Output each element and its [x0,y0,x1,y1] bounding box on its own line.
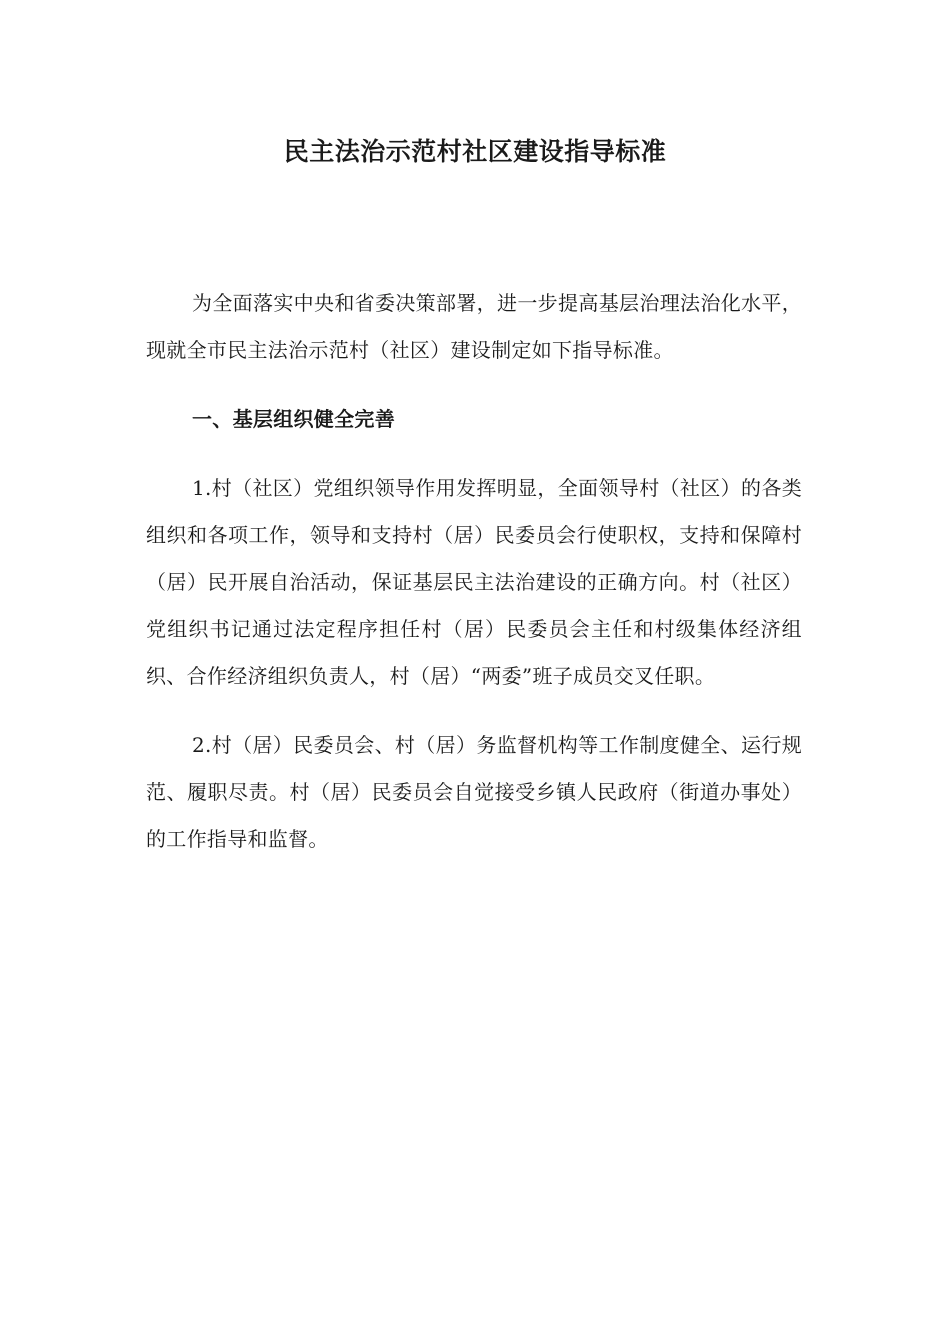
item-1-paragraph: 1.村（社区）党组织领导作用发挥明显，全面领导村（社区）的各类组织和各项工作，领导和支持村（居）民委员会行使职权，支持和保障村（居）民开展自治活动，保证基层民主法治建设的正确方向。村（社区）党组织书记通过法定程序担任村（居）民委员会主任和村级集体经济组织、合作经济组织负责人，村（居）“两委”班子成员交叉任职。 [146,476,802,688]
intro-paragraph: 为全面落实中央和省委决策部署，进一步提高基层治理法治化水平，现就全市民主法治示范村（社区）建设制定如下指导标准。 [146,291,802,362]
section-heading: 一、基层组织健全完善 [192,407,395,431]
document-body [146,280,802,885]
item-2-paragraph: 2.村（居）民委员会、村（居）务监督机构等工作制度健全、运行规范、履职尽责。村（居）民委员会自觉接受乡镇人民政府（街道办事处）的工作指导和监督。 [146,733,802,851]
document-title: 民主法治示范村社区建设指导标准 [283,137,667,166]
